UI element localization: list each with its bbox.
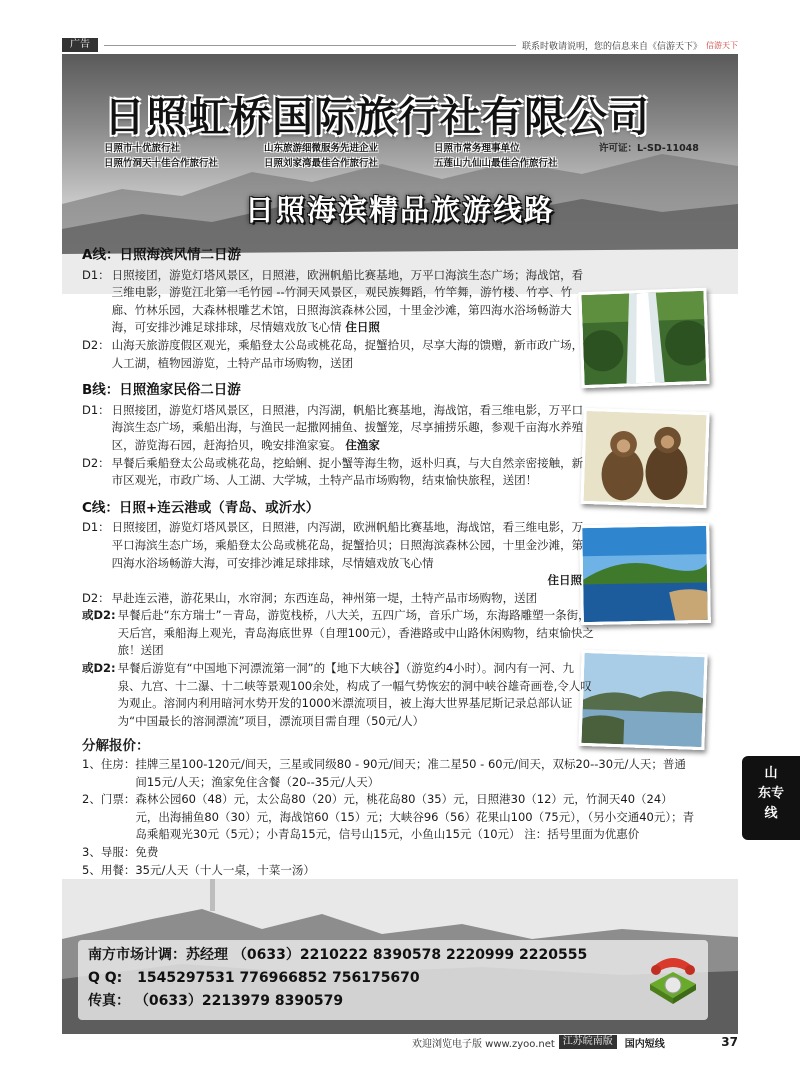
route-b-day2 (82, 455, 722, 490)
stay-note: 住日照 (547, 573, 582, 588)
route-c-day1 (82, 519, 722, 572)
route-b-day1 (82, 402, 722, 455)
route-title: 日照海滨精品旅游线路 (244, 193, 555, 227)
day-label: 或D2: (82, 661, 116, 676)
edition-tag: 江苏皖南版 (559, 1035, 617, 1049)
route-content (82, 244, 722, 879)
honor-item: 五莲山九仙山最佳合作旅行社 (434, 158, 558, 169)
day-text: 日照接团，游览灯塔风景区，日照港，内泻湖，帆船比赛基地，海战馆，看三维电影，万平口海滨生态广场，乘船出海，与渔民一起撒网捕鱼、拔蟹笼，尽享捕捞乐趣，参观千亩海水养殖区，游览海石园，赶海拾贝，晚安排渔家宴。 住渔家 (111, 402, 584, 452)
market-label: 南方市场计调：苏经理 (88, 947, 228, 963)
advertisement-panel (62, 54, 738, 1034)
contact-box (78, 940, 708, 1020)
pricing-item (82, 791, 722, 844)
day-text: 早餐后游览有“中国地下河漂流第一洞”的【地下大峡谷】（游览约4小时）。洞内有一河、九泉、九宫、十二瀑、十二峡等景观100余处，构成了一幅气势恢宏的洞中峡谷雄奇画卷,令人叹为观止。溶洞内利用暗河水势开发的1000米漂流项目，被上海大世界基尼斯记录总部认证为“中国最长的溶洞漂流”项目，漂流项目需自理（50元/人） (117, 661, 592, 728)
honor-item: 日照市常务理事单位 (434, 143, 520, 154)
phone-numbers: （0633）2210222 8390578 2220999 2220555 (232, 947, 588, 963)
bottom-bar (412, 1034, 738, 1050)
telephone-icon (642, 948, 704, 1010)
day-text: 早餐后赴“东方瑞士”－青岛，游览栈桥，八大关，五四广场，音乐广场，东海路雕塑一条街，天后宫，乘船海上观光，青岛海底世界（自理100元），香港路或中山路休闲购物，结束愉快之旅！送团 (117, 608, 594, 658)
route-a-day1 (82, 267, 722, 337)
license-number: 许可证：L-SD-11048 (599, 143, 699, 154)
stay-note: 住渔家 (345, 437, 380, 452)
route-a-day2 (82, 337, 722, 372)
pricing-label: 2、门票： (82, 792, 136, 807)
divider (104, 45, 516, 46)
route-a-title: A线：日照海滨风情二日游 (82, 247, 241, 263)
day-label: D1： (82, 402, 110, 417)
day-label: D2： (82, 590, 110, 605)
brand-logo: 信游天下 (706, 40, 738, 50)
day-label: D1： (82, 520, 110, 535)
ad-tag: 广告 (62, 38, 98, 52)
route-c-day2 (82, 590, 722, 608)
qq-label: Q Q: (88, 970, 123, 986)
top-bar (62, 38, 738, 52)
fax-contact (88, 990, 698, 1013)
pricing-label: 1、住房： (82, 757, 136, 772)
page-number: 37 (721, 1035, 738, 1049)
pricing-text: 森林公园60（48）元，太公岛80（20）元，桃花岛80（35）元，日照港30（12）元，竹洞天40（24）元，出海捕鱼80（30）元，海战馆60（15）元；大峡谷96（56）花果山100（75元），（另小交通40元）；青岛乘船观光30元（5元）；小青岛15元，信号山15元，小鱼山15元（10元） 注：括号里面为优惠价 (135, 792, 695, 842)
route-c-alt2 (82, 660, 722, 730)
market-contact (88, 944, 698, 967)
honor-item: 山东旅游细微服务先进企业 (264, 143, 379, 154)
website-link[interactable]: 欢迎浏览电子版 www.zyoo.net (412, 1038, 555, 1050)
day-text: 山海天旅游度假区观光，乘船登太公岛或桃花岛，捉蟹拾贝，尽享大海的馈赠，新市政广场，人工湖，植物园游览，土特产品市场购物，送团 (111, 337, 584, 370)
pricing-text: 35元/人天（十人一桌，十菜一汤） (135, 862, 315, 877)
stay-note: 住日照 (345, 320, 380, 335)
pricing-text: 挂牌三星100-120元/间天，三星或同级80 - 90元/间天；准二星50 - 60元/间天，双标20--30元/人天；普通间15元/人天；渔家免住含餐（20--35元/人天） (135, 757, 686, 789)
day-text: 早餐后乘船登太公岛或桃花岛，挖蛤蜊、捉小蟹等海生物，返朴归真，与大自然亲密接触，新市区观光，市政广场、人工湖、大学城，土特产品市场购物，结束愉快旅程，送团！ (111, 455, 584, 488)
day-label: 或D2: (82, 608, 116, 623)
section-name: 国内短线 (624, 1038, 665, 1050)
pricing-item (82, 756, 722, 791)
qq-contact (88, 967, 698, 990)
day-text: 日照接团，游览灯塔风景区，日照港，欧洲帆船比赛基地，万平口海滨生态广场；海战馆，看三维电影，游览江北第一毛竹园 --竹洞天风景区，观民族舞蹈，竹竿舞，游竹楼、竹亭、竹廊、竹林乐园，大森林根雕艺术馆，日照海滨森林公园，十里金沙滩，第四海水浴场畅游大海，可安排沙滩足球排球，尽情嬉戏放飞心情 住日照 (111, 267, 584, 335)
day-label: D2： (82, 337, 110, 352)
qq-numbers: 1545297531 776966852 756175670 (137, 970, 420, 986)
day-text: 日照接团，游览灯塔风景区，日照港，内泻湖，欧洲帆船比赛基地，海战馆，看三维电影，万平口海滨生态广场，乘船登太公岛或桃花岛，捉蟹拾贝；日照海滨森林公园，十里金沙滩，第四海水浴场畅游大海，可安排沙滩足球排球，尽情嬉戏放飞心情 (111, 520, 584, 570)
route-c-title: C线：日照+连云港或（青岛、或沂水） (82, 499, 320, 516)
day-label: D1： (82, 267, 110, 282)
company-name: 日照虹桥国际旅行社有限公司 (104, 93, 650, 141)
fax-numbers: （0633）2213979 8390579 (134, 993, 344, 1009)
route-b-title: B线：日照渔家民俗二日游 (82, 382, 241, 399)
honor-item: 日照刘家湾最佳合作旅行社 (264, 158, 379, 169)
honors-list (104, 140, 704, 169)
honor-item: 日照竹洞天十佳合作旅行社 (104, 158, 219, 169)
pricing-item (82, 844, 722, 862)
side-section-tab: 山 东专 线 (742, 756, 800, 840)
pricing-label: 3、导服： (82, 845, 136, 859)
pricing-label: 5、用餐： (82, 862, 136, 877)
day-label: D2： (82, 455, 110, 470)
fax-label: 传真： (88, 993, 130, 1009)
day-text: 早赴连云港，游花果山，水帘洞；东西连岛，神州第一堤，土特产品市场购物，送团 (111, 590, 538, 605)
route-c-alt1 (82, 607, 722, 660)
pricing-title: 分解报价： (82, 738, 150, 755)
honor-item: 日照市十优旅行社 (104, 143, 181, 154)
pricing-text: 免费 (135, 845, 159, 859)
source-notice: 联系时敬请说明，您的信息来自《信游天下》 (521, 41, 702, 52)
pricing-item (82, 862, 722, 880)
